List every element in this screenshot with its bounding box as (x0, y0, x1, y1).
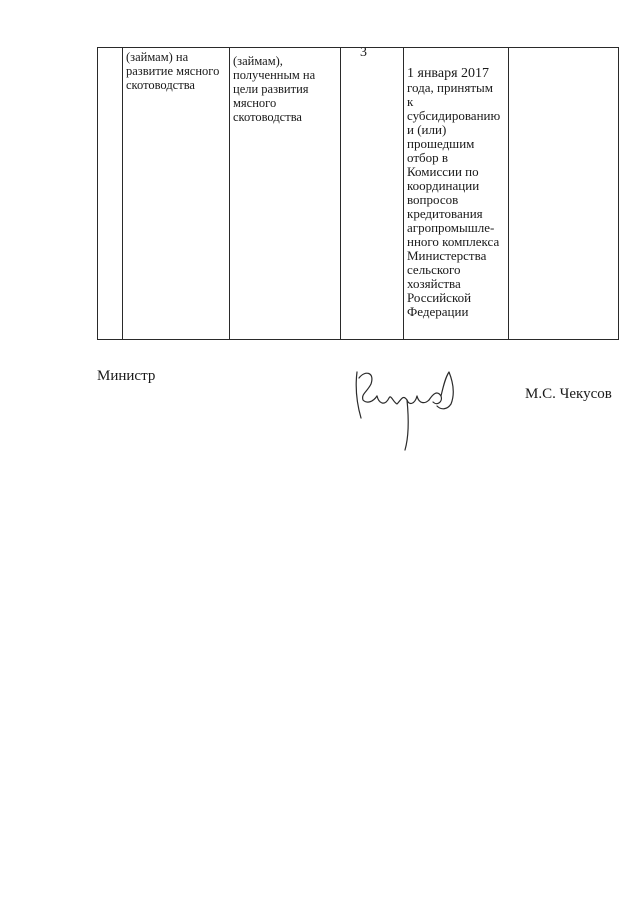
table-cell-loan-received (230, 48, 341, 340)
minister-title: Министр (97, 368, 156, 384)
col3-line: мясного (233, 96, 277, 110)
minister-name: М.С. Чекусов (525, 386, 612, 402)
col3-line: цели развития (233, 82, 309, 96)
col5-line: агропромышле- (407, 220, 495, 235)
col5-line: субсидированию (407, 108, 501, 123)
col5-line: координации (407, 178, 480, 193)
col5-line: прошедшим (407, 136, 475, 151)
col5-line: Федерации (407, 304, 469, 319)
table-cell-number (98, 48, 123, 340)
col3-line: (займам), (233, 54, 283, 68)
document-table (97, 47, 619, 340)
col2-line: скотоводства (126, 78, 195, 92)
col5-line: Российской (407, 290, 472, 305)
page-number: 3 (360, 45, 367, 60)
col5-line: вопросов (407, 192, 459, 207)
col5-line: Министерства (407, 248, 487, 263)
table-cell-loan-purpose (123, 48, 230, 340)
col5-line: хозяйства (407, 276, 461, 291)
col5-line: и (или) (407, 122, 447, 137)
col3-line: скотоводства (233, 110, 302, 124)
col5-line: года, принятым (407, 80, 494, 95)
col5-line: кредитования (407, 206, 483, 221)
handwritten-signature (345, 360, 465, 455)
col5-text (404, 48, 508, 319)
table-cell-commission (404, 48, 509, 340)
table-row (98, 48, 619, 340)
table-cell-empty-last (509, 48, 619, 340)
col2-line: (займам) на (126, 50, 189, 64)
col3-line: полученным на (233, 68, 316, 82)
col5-line: Комиссии по (407, 164, 479, 179)
col5-line: сельского (407, 262, 461, 277)
col5-line: отбор в (407, 150, 449, 165)
signature-block (0, 360, 640, 460)
col5-line: к (407, 94, 414, 109)
table-cell-empty (341, 48, 404, 340)
col3-text (230, 48, 340, 124)
col5-line: 1 января 2017 (407, 66, 490, 81)
col2-line: развитие мясного (126, 64, 220, 78)
col5-line: нного комплекса (407, 234, 500, 249)
col2-text (123, 48, 229, 92)
